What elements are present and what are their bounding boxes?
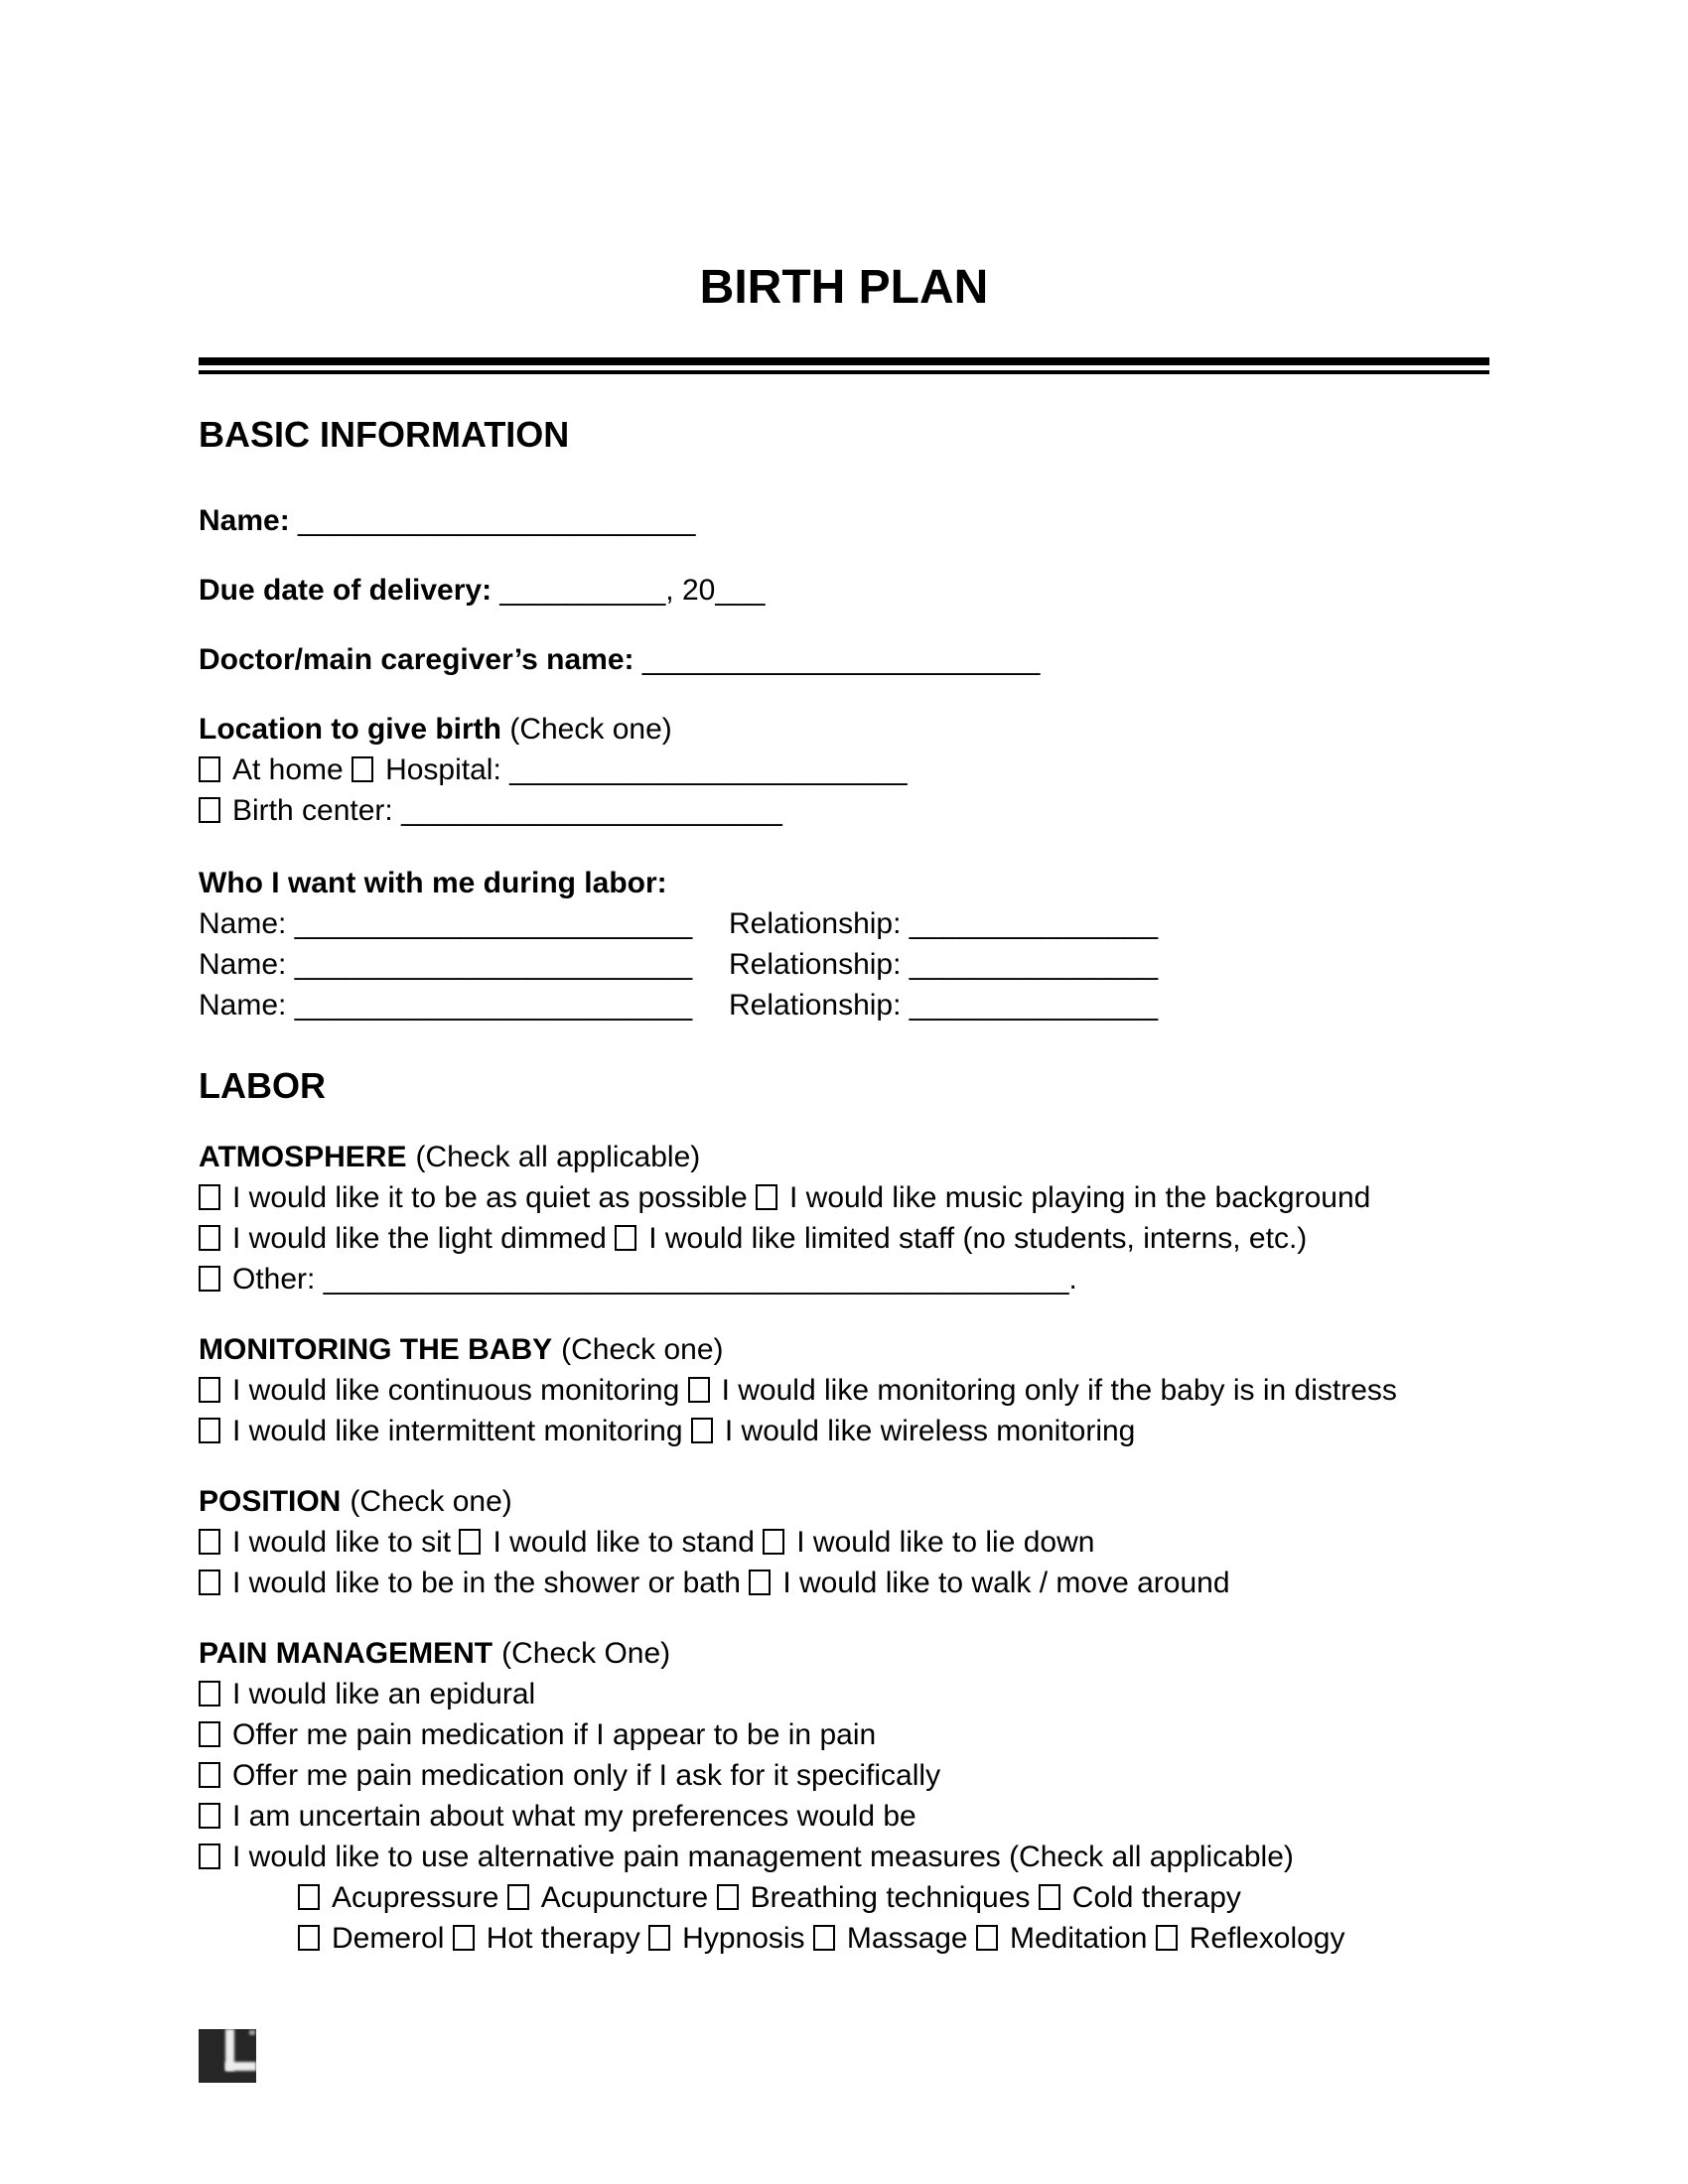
checkbox-continuous-monitoring[interactable] xyxy=(199,1377,220,1403)
pain-management-title: PAIN MANAGEMENT xyxy=(199,1637,493,1670)
checkbox-medication-only-if-asked[interactable] xyxy=(199,1762,220,1788)
location-heading xyxy=(199,709,1489,750)
checkbox-label: Acupuncture xyxy=(540,1881,709,1914)
checkbox-label: I am uncertain about what my preferences would be xyxy=(232,1800,916,1833)
name-label: Name: xyxy=(199,907,287,940)
atmosphere-title: ATMOSPHERE xyxy=(199,1141,407,1173)
pain-management-hint: (Check One) xyxy=(501,1637,671,1670)
checkbox-acupuncture[interactable] xyxy=(507,1884,529,1910)
blank-line: ________________________ xyxy=(294,948,693,981)
checkbox-hot-therapy[interactable] xyxy=(453,1925,475,1951)
blank-line: ________________________ xyxy=(509,753,908,786)
checkbox-line-alternatives-1 xyxy=(199,1877,1489,1918)
position-title: POSITION xyxy=(199,1485,342,1518)
monitoring-title: MONITORING THE BABY xyxy=(199,1333,553,1366)
companion-row xyxy=(199,985,1489,1025)
checkbox-sit[interactable] xyxy=(199,1529,220,1555)
checkbox-label: I would like to stand xyxy=(492,1526,755,1559)
pain-management-group xyxy=(199,1633,1489,1959)
location-options-line-1 xyxy=(199,750,1489,790)
checkbox-lie-down[interactable] xyxy=(763,1529,784,1555)
relationship-label: Relationship: xyxy=(729,907,902,940)
companion-name-cell xyxy=(199,985,729,1025)
checkbox-alternative-measures[interactable] xyxy=(199,1843,220,1869)
checkbox-label: I would like monitoring only if the baby is in distress xyxy=(721,1374,1397,1407)
checkbox-reflexology[interactable] xyxy=(1156,1925,1178,1951)
checkbox-line xyxy=(199,1796,1489,1837)
checkbox-other[interactable] xyxy=(199,1266,220,1292)
pain-management-heading xyxy=(199,1633,1489,1674)
checkbox-label: Meditation xyxy=(1009,1922,1148,1955)
checkbox-shower-or-bath[interactable] xyxy=(199,1570,220,1595)
checkbox-label: Offer me pain medication only if I ask for it specifically xyxy=(232,1759,941,1792)
checkbox-label: Other: xyxy=(232,1263,316,1296)
checkbox-label: Breathing techniques xyxy=(750,1881,1031,1914)
blank-line: _______________ xyxy=(909,948,1159,981)
checkbox-label: I would like to walk / move around xyxy=(782,1567,1230,1599)
field-due-date-label: Due date of delivery: xyxy=(199,574,492,607)
position-heading xyxy=(199,1481,1489,1522)
position-group xyxy=(199,1481,1489,1603)
blank-line: __________ xyxy=(499,574,666,607)
checkbox-line xyxy=(199,1177,1489,1218)
field-name-label: Name: xyxy=(199,504,290,537)
monitoring-group xyxy=(199,1329,1489,1451)
checkbox-demerol[interactable] xyxy=(298,1925,320,1951)
checkbox-label: I would like music playing in the background xyxy=(788,1181,1371,1214)
companions-heading: Who I want with me during labor: xyxy=(199,867,667,899)
checkbox-hypnosis[interactable] xyxy=(648,1925,670,1951)
companion-name-cell xyxy=(199,944,729,985)
checkbox-at-home[interactable] xyxy=(199,756,220,782)
checkbox-walk-move[interactable] xyxy=(749,1570,771,1595)
checkbox-line xyxy=(199,1218,1489,1259)
checkbox-label: Reflexology xyxy=(1189,1922,1345,1955)
checkbox-label: Demerol xyxy=(332,1922,445,1955)
checkbox-line xyxy=(199,1837,1489,1877)
checkbox-breathing-techniques[interactable] xyxy=(717,1884,739,1910)
checkbox-label: Cold therapy xyxy=(1071,1881,1241,1914)
blank-line: _______________ xyxy=(909,907,1159,940)
companion-row xyxy=(199,944,1489,985)
field-doctor-name xyxy=(199,639,1489,680)
section-heading-basic-information: BASIC INFORMATION xyxy=(199,414,570,455)
checkbox-line-alternatives-2 xyxy=(199,1918,1489,1959)
checkbox-label: I would like to be in the shower or bath xyxy=(232,1567,741,1599)
blank-line: ________________________ xyxy=(298,504,696,537)
checkbox-label: I would like the light dimmed xyxy=(232,1222,607,1255)
checkbox-label: Hot therapy xyxy=(486,1922,640,1955)
checkbox-line-other xyxy=(199,1259,1489,1299)
relationship-label: Relationship: xyxy=(729,989,902,1022)
checkbox-quiet[interactable] xyxy=(199,1184,220,1210)
title-divider xyxy=(199,357,1489,374)
section-heading-labor: LABOR xyxy=(199,1065,326,1106)
checkbox-monitoring-if-distress[interactable] xyxy=(688,1377,710,1403)
atmosphere-heading xyxy=(199,1137,1489,1177)
field-doctor-name-label: Doctor/main caregiver’s name: xyxy=(199,643,634,676)
checkbox-line xyxy=(199,1674,1489,1714)
checkbox-massage[interactable] xyxy=(813,1925,835,1951)
atmosphere-group xyxy=(199,1137,1489,1299)
checkbox-label: Massage xyxy=(846,1922,968,1955)
location-options-line-2 xyxy=(199,790,1489,831)
checkbox-cold-therapy[interactable] xyxy=(1039,1884,1060,1910)
companions-group xyxy=(199,863,1489,1025)
checkbox-line xyxy=(199,1563,1489,1603)
field-name xyxy=(199,500,1489,541)
name-label: Name: xyxy=(199,989,287,1022)
checkbox-label: I would like to use alternative pain management measures (Check all applicable) xyxy=(232,1841,1294,1873)
checkbox-label: I would like an epidural xyxy=(232,1678,536,1710)
field-due-date xyxy=(199,570,1489,611)
blank-line: ________________________ xyxy=(294,907,693,940)
period: . xyxy=(1068,1263,1077,1296)
year-prefix: , 20___ xyxy=(665,574,766,607)
checkbox-label: I would like to lie down xyxy=(796,1526,1095,1559)
logo-l-horizontal xyxy=(225,2062,256,2071)
checkbox-intermittent-monitoring[interactable] xyxy=(199,1418,220,1443)
blank-line: _____________________________________________ xyxy=(323,1263,1069,1296)
checkbox-label: I would like limited staff (no students, interns, etc.) xyxy=(648,1222,1308,1255)
checkbox-line xyxy=(199,1714,1489,1755)
checkbox-uncertain[interactable] xyxy=(199,1803,220,1829)
companion-row xyxy=(199,903,1489,944)
checkbox-birth-center[interactable] xyxy=(199,797,220,823)
position-hint: (Check one) xyxy=(350,1485,512,1518)
checkbox-label: Birth center: xyxy=(232,794,393,827)
blank-line: _______________ xyxy=(909,989,1159,1022)
atmosphere-hint: (Check all applicable) xyxy=(415,1141,701,1173)
checkbox-label: Hospital: xyxy=(385,753,501,786)
checkbox-hospital[interactable] xyxy=(352,756,373,782)
checkbox-line xyxy=(199,1522,1489,1563)
checkbox-line xyxy=(199,1755,1489,1796)
checkbox-acupressure[interactable] xyxy=(298,1884,320,1910)
checkbox-label: Offer me pain medication if I appear to be in pain xyxy=(232,1718,877,1751)
checkbox-limited-staff[interactable] xyxy=(615,1225,636,1251)
checkbox-meditation[interactable] xyxy=(976,1925,998,1951)
relationship-label: Relationship: xyxy=(729,948,902,981)
checkbox-label: I would like to sit xyxy=(232,1526,452,1559)
checkbox-label: I would like it to be as quiet as possible xyxy=(232,1181,748,1214)
name-label: Name: xyxy=(199,948,287,981)
checkbox-label: I would like wireless monitoring xyxy=(724,1415,1136,1447)
companion-name-cell xyxy=(199,903,729,944)
checkbox-label: I would like continuous monitoring xyxy=(232,1374,680,1407)
checkbox-light-dimmed[interactable] xyxy=(199,1225,220,1251)
checkbox-line xyxy=(199,1370,1489,1411)
location-hint: (Check one) xyxy=(509,713,672,746)
checkbox-label: Acupressure xyxy=(332,1881,499,1914)
checkbox-music[interactable] xyxy=(756,1184,777,1210)
location-label: Location to give birth xyxy=(199,713,501,746)
checkbox-label: I would like intermittent monitoring xyxy=(232,1415,683,1447)
checkbox-label: Hypnosis xyxy=(682,1922,805,1955)
checkbox-wireless-monitoring[interactable] xyxy=(691,1418,713,1443)
checkbox-medication-if-in-pain[interactable] xyxy=(199,1721,220,1747)
document-title: BIRTH PLAN xyxy=(699,261,989,314)
blank-line: ________________________ xyxy=(294,989,693,1022)
monitoring-hint: (Check one) xyxy=(561,1333,724,1366)
monitoring-heading xyxy=(199,1329,1489,1370)
checkbox-epidural[interactable] xyxy=(199,1681,220,1706)
blank-line: _______________________ xyxy=(401,794,782,827)
blank-line: ________________________ xyxy=(641,643,1041,676)
legaltemplates-logo xyxy=(199,2029,256,2083)
checkbox-label: At home xyxy=(232,753,344,786)
location-group xyxy=(199,709,1489,831)
checkbox-stand[interactable] xyxy=(459,1529,481,1555)
checkbox-line xyxy=(199,1411,1489,1451)
